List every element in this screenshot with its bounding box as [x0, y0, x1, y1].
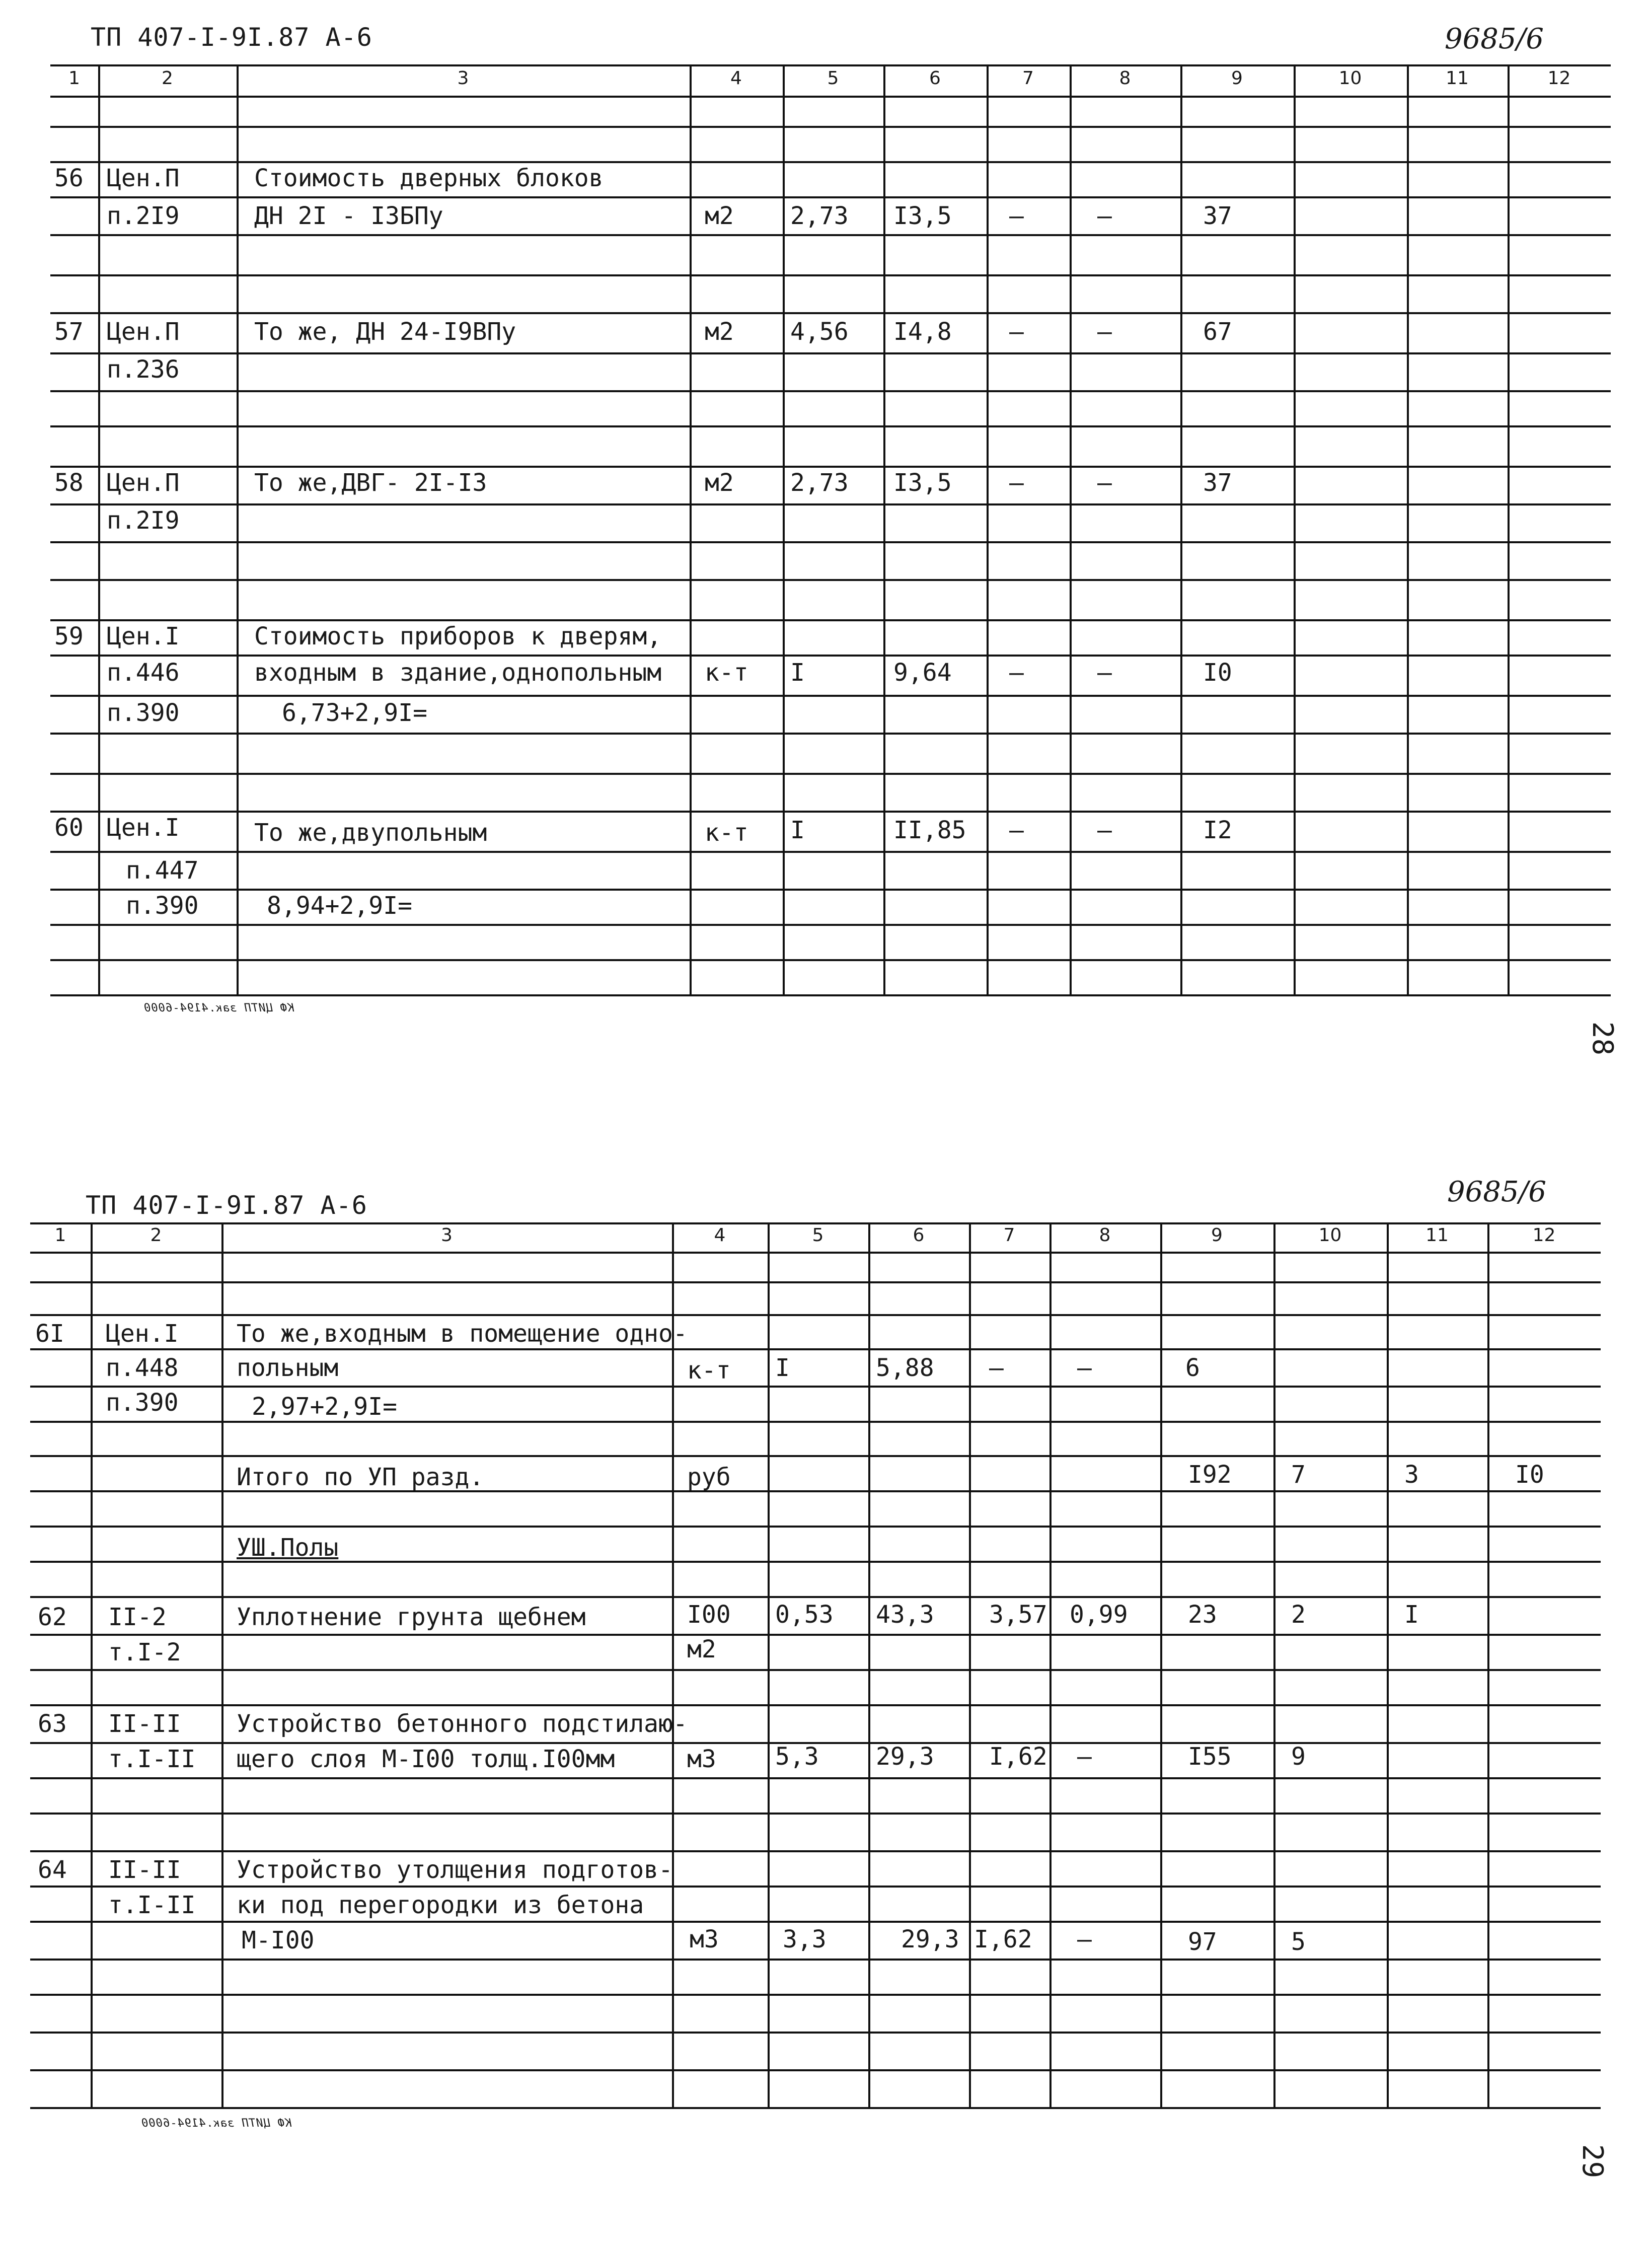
- row-line: [30, 1959, 1601, 1961]
- row-line: [30, 1850, 1601, 1852]
- work-description: 8,94+2,9I=: [267, 892, 412, 920]
- sheet-page-28: [0, 0, 1652, 1057]
- unit: к-т: [705, 819, 748, 847]
- row-number: 6I: [35, 1320, 64, 1348]
- total-cost: I0: [1203, 659, 1232, 687]
- column-line: [1273, 1222, 1275, 2109]
- column-8: –: [1097, 659, 1112, 687]
- page-number: 28: [1586, 1021, 1619, 1056]
- column-number: 10: [1338, 68, 1362, 89]
- row-number: 57: [54, 318, 84, 346]
- table-border-bottom: [50, 994, 1611, 996]
- row-line: [30, 1281, 1601, 1283]
- column-7: –: [1009, 816, 1024, 844]
- work-description: Уплотнение грунта щебнем: [237, 1603, 586, 1631]
- column-line: [783, 64, 785, 996]
- column-number: 6: [929, 68, 941, 89]
- column-number: 9: [1211, 1225, 1223, 1246]
- column-line: [987, 64, 989, 996]
- price-reference: II-2: [108, 1603, 167, 1631]
- column-number: 11: [1446, 68, 1469, 89]
- row-line: [30, 2032, 1601, 2034]
- row-number: 58: [54, 469, 84, 497]
- work-description: 6,73+2,9I=: [282, 699, 427, 727]
- row-line: [50, 695, 1611, 697]
- row-line: [30, 1348, 1601, 1350]
- archive-number: 9685/6: [1447, 1176, 1547, 1208]
- section-total-label: Итого по УП разд.: [237, 1463, 484, 1491]
- column-8: –: [1097, 318, 1112, 346]
- work-description: Стоимость дверных блоков: [254, 164, 604, 192]
- price-reference: т.I-II: [108, 1891, 196, 1919]
- unit-cost: I3,5: [893, 202, 952, 230]
- price-reference: п.447: [126, 856, 199, 885]
- total-cost: I92: [1188, 1461, 1232, 1489]
- column-line: [690, 64, 692, 996]
- price-reference: Цен.I: [107, 622, 180, 650]
- price-reference: Цен.I: [107, 814, 180, 842]
- row-line: [50, 503, 1611, 505]
- row-line: [50, 161, 1611, 163]
- header-separator: [50, 96, 1611, 98]
- column-line: [1070, 64, 1072, 996]
- row-line: [50, 312, 1611, 314]
- row-number: 59: [54, 622, 84, 650]
- archive-number: 9685/6: [1445, 23, 1544, 55]
- row-line: [50, 579, 1611, 581]
- work-description: 2,97+2,9I=: [252, 1393, 397, 1421]
- total-cost: 37: [1203, 469, 1232, 497]
- column-line: [1387, 1222, 1389, 2109]
- table-border-top: [50, 64, 1611, 66]
- column-10: 9: [1291, 1743, 1306, 1771]
- column-10: 7: [1291, 1461, 1306, 1489]
- quantity: 0,53: [775, 1601, 834, 1629]
- column-7: –: [989, 1354, 1004, 1382]
- row-number: 64: [38, 1856, 67, 1884]
- unit: м2: [705, 202, 734, 230]
- unit-cost: 9,64: [893, 659, 952, 687]
- column-number: 1: [68, 68, 80, 89]
- table-border-bottom: [30, 2107, 1601, 2109]
- column-8: 0,99: [1070, 1601, 1128, 1629]
- total-cost: 6: [1185, 1354, 1200, 1382]
- unit: к-т: [687, 1356, 731, 1385]
- unit-cost: 5,88: [876, 1354, 934, 1382]
- row-line: [50, 889, 1611, 891]
- unit-cost: II,85: [893, 816, 966, 844]
- column-number: 9: [1231, 68, 1243, 89]
- column-number: 5: [827, 68, 839, 89]
- unit: м3: [690, 1925, 719, 1953]
- unit-cost: 29,3: [876, 1743, 934, 1771]
- price-reference: п.2I9: [107, 506, 180, 535]
- row-line: [50, 196, 1611, 198]
- price-reference: Цен.П: [107, 469, 180, 497]
- column-12: I0: [1515, 1461, 1544, 1489]
- work-description: То же, ДН 24-I9ВПу: [254, 318, 516, 346]
- row-line: [30, 1314, 1601, 1316]
- price-reference: т.I-II: [108, 1745, 196, 1773]
- row-line: [50, 619, 1611, 621]
- column-line: [883, 64, 885, 996]
- work-description: Стоимость приборов к дверям,: [254, 622, 662, 650]
- row-line: [30, 1455, 1601, 1457]
- quantity: 3,3: [783, 1925, 827, 1953]
- unit-cost: 29,3: [901, 1925, 959, 1953]
- column-number: 7: [1003, 1225, 1015, 1246]
- work-description: То же,ДВГ- 2I-I3: [254, 469, 487, 497]
- column-7: I,62: [989, 1743, 1047, 1771]
- column-number: 2: [150, 1225, 162, 1246]
- row-line: [30, 1994, 1601, 1996]
- work-description: То же,двупольным: [254, 819, 487, 847]
- price-reference: п.390: [126, 892, 199, 920]
- work-description: входным в здание,однопольным: [254, 659, 662, 687]
- price-reference: п.448: [106, 1354, 179, 1382]
- column-8: –: [1077, 1743, 1092, 1771]
- quantity: 5,3: [775, 1743, 819, 1771]
- quantity: I: [775, 1354, 790, 1382]
- row-line: [30, 1386, 1601, 1388]
- column-number: 3: [441, 1225, 453, 1246]
- document-id: ТП 407-I-9I.87 А-6: [86, 1191, 367, 1220]
- work-description: Устройство утолщения подготов-: [237, 1856, 673, 1884]
- row-line: [50, 851, 1611, 853]
- work-description: ки под перегородки из бетона: [237, 1891, 644, 1919]
- row-line: [30, 1669, 1601, 1671]
- column-line: [672, 1222, 674, 2109]
- column-10: 2: [1291, 1601, 1306, 1629]
- row-line: [50, 733, 1611, 735]
- price-reference: Цен.П: [107, 318, 180, 346]
- column-number: 11: [1425, 1225, 1449, 1246]
- row-line: [50, 390, 1611, 392]
- column-7: 3,57: [989, 1601, 1047, 1629]
- section-heading: УШ.Полы: [237, 1534, 339, 1562]
- row-line: [50, 274, 1611, 276]
- column-line: [237, 64, 239, 996]
- row-line: [30, 1813, 1601, 1815]
- quantity: I: [790, 659, 805, 687]
- row-line: [50, 655, 1611, 657]
- total-cost: I55: [1188, 1743, 1232, 1771]
- column-line: [868, 1222, 870, 2109]
- total-cost: I2: [1203, 816, 1232, 844]
- unit-cost: I4,8: [893, 318, 952, 346]
- column-number: 8: [1099, 1225, 1111, 1246]
- column-line: [91, 1222, 93, 2109]
- row-line: [50, 234, 1611, 236]
- work-description: ДН 2I - I3БПу: [254, 202, 443, 230]
- row-line: [50, 541, 1611, 543]
- column-line: [768, 1222, 770, 2109]
- column-number: 1: [54, 1225, 66, 1246]
- unit: м2: [705, 469, 734, 497]
- price-reference: II-II: [108, 1710, 181, 1738]
- quantity: 4,56: [790, 318, 849, 346]
- printer-stamp: КФ ЦИТП зак.4194-6000: [143, 1002, 294, 1014]
- column-number: 4: [714, 1225, 726, 1246]
- price-reference: т.I-2: [108, 1638, 181, 1666]
- row-line: [30, 1526, 1601, 1528]
- column-line: [1160, 1222, 1162, 2109]
- row-line: [30, 1921, 1601, 1923]
- quantity: 2,73: [790, 202, 849, 230]
- column-line: [1180, 64, 1182, 996]
- column-number: 6: [913, 1225, 925, 1246]
- row-number: 62: [38, 1603, 67, 1631]
- column-line: [1294, 64, 1296, 996]
- row-line: [50, 352, 1611, 354]
- unit: м2: [687, 1635, 716, 1663]
- row-line: [50, 959, 1611, 961]
- column-number: 5: [812, 1225, 824, 1246]
- work-description: польным: [237, 1354, 339, 1382]
- total-cost: 23: [1188, 1601, 1217, 1629]
- quantity: I: [790, 816, 805, 844]
- column-line: [1487, 1222, 1489, 2109]
- row-line: [30, 2069, 1601, 2071]
- page-number: 29: [1576, 2144, 1609, 2179]
- row-number: 63: [38, 1710, 67, 1738]
- price-reference: II-II: [108, 1856, 181, 1884]
- quantity: 2,73: [790, 469, 849, 497]
- row-line: [50, 466, 1611, 468]
- column-number: 12: [1532, 1225, 1556, 1246]
- column-7: I,62: [974, 1925, 1032, 1953]
- price-reference: Цен.П: [107, 164, 180, 192]
- unit: руб: [687, 1463, 731, 1491]
- price-reference: п.2I9: [107, 202, 180, 230]
- header-separator: [30, 1252, 1601, 1254]
- unit: к-т: [705, 659, 748, 687]
- row-line: [50, 425, 1611, 427]
- row-line: [30, 1777, 1601, 1779]
- column-8: –: [1097, 469, 1112, 497]
- printer-stamp: КФ ЦИТП зак.4194-6000: [141, 2117, 292, 2130]
- price-reference: п.446: [107, 659, 180, 687]
- unit: I00: [687, 1601, 731, 1629]
- column-7: –: [1009, 659, 1024, 687]
- unit: м3: [687, 1745, 716, 1773]
- column-line: [969, 1222, 971, 2109]
- row-number: 56: [54, 164, 84, 192]
- document-id: ТП 407-I-9I.87 А-6: [91, 23, 372, 52]
- unit: м2: [705, 318, 734, 346]
- column-8: –: [1097, 816, 1112, 844]
- column-line: [98, 64, 100, 996]
- total-cost: 97: [1188, 1928, 1217, 1956]
- column-number: 2: [162, 68, 173, 89]
- column-number: 7: [1022, 68, 1034, 89]
- price-reference: п.236: [107, 355, 180, 384]
- column-number: 8: [1119, 68, 1131, 89]
- work-description: щего слоя М-I00 толщ.I00мм: [237, 1745, 615, 1773]
- table-border-top: [30, 1222, 1601, 1224]
- column-8: –: [1077, 1354, 1092, 1382]
- row-number: 60: [54, 814, 84, 842]
- row-line: [30, 1421, 1601, 1423]
- work-description: То же,входным в помещение одно-: [237, 1320, 688, 1348]
- column-number: 3: [457, 68, 469, 89]
- column-line: [1407, 64, 1409, 996]
- price-reference: п.390: [106, 1389, 179, 1417]
- column-8: –: [1097, 202, 1112, 230]
- total-cost: 37: [1203, 202, 1232, 230]
- row-line: [30, 1704, 1601, 1706]
- column-number: 10: [1318, 1225, 1342, 1246]
- unit-cost: 43,3: [876, 1601, 934, 1629]
- column-7: –: [1009, 318, 1024, 346]
- row-line: [50, 811, 1611, 813]
- column-7: –: [1009, 469, 1024, 497]
- column-11: 3: [1404, 1461, 1419, 1489]
- row-line: [30, 1596, 1601, 1598]
- row-line: [50, 924, 1611, 926]
- work-description: М-I00: [242, 1926, 315, 1954]
- column-7: –: [1009, 202, 1024, 230]
- row-line: [30, 1886, 1601, 1888]
- column-11: I: [1404, 1601, 1419, 1629]
- column-number: 4: [730, 68, 742, 89]
- column-number: 12: [1547, 68, 1571, 89]
- column-line: [221, 1222, 223, 2109]
- column-10: 5: [1291, 1928, 1306, 1956]
- column-line: [1049, 1222, 1052, 2109]
- price-reference: Цен.I: [106, 1320, 179, 1348]
- column-8: –: [1077, 1925, 1092, 1953]
- column-line: [1508, 64, 1510, 996]
- row-line: [30, 1634, 1601, 1636]
- row-line: [50, 773, 1611, 775]
- row-line: [50, 126, 1611, 128]
- total-cost: 67: [1203, 318, 1232, 346]
- price-reference: п.390: [107, 699, 180, 727]
- unit-cost: I3,5: [893, 469, 952, 497]
- work-description: Устройство бетонного подстилаю-: [237, 1710, 688, 1738]
- sheet-page-29: [0, 1158, 1652, 2247]
